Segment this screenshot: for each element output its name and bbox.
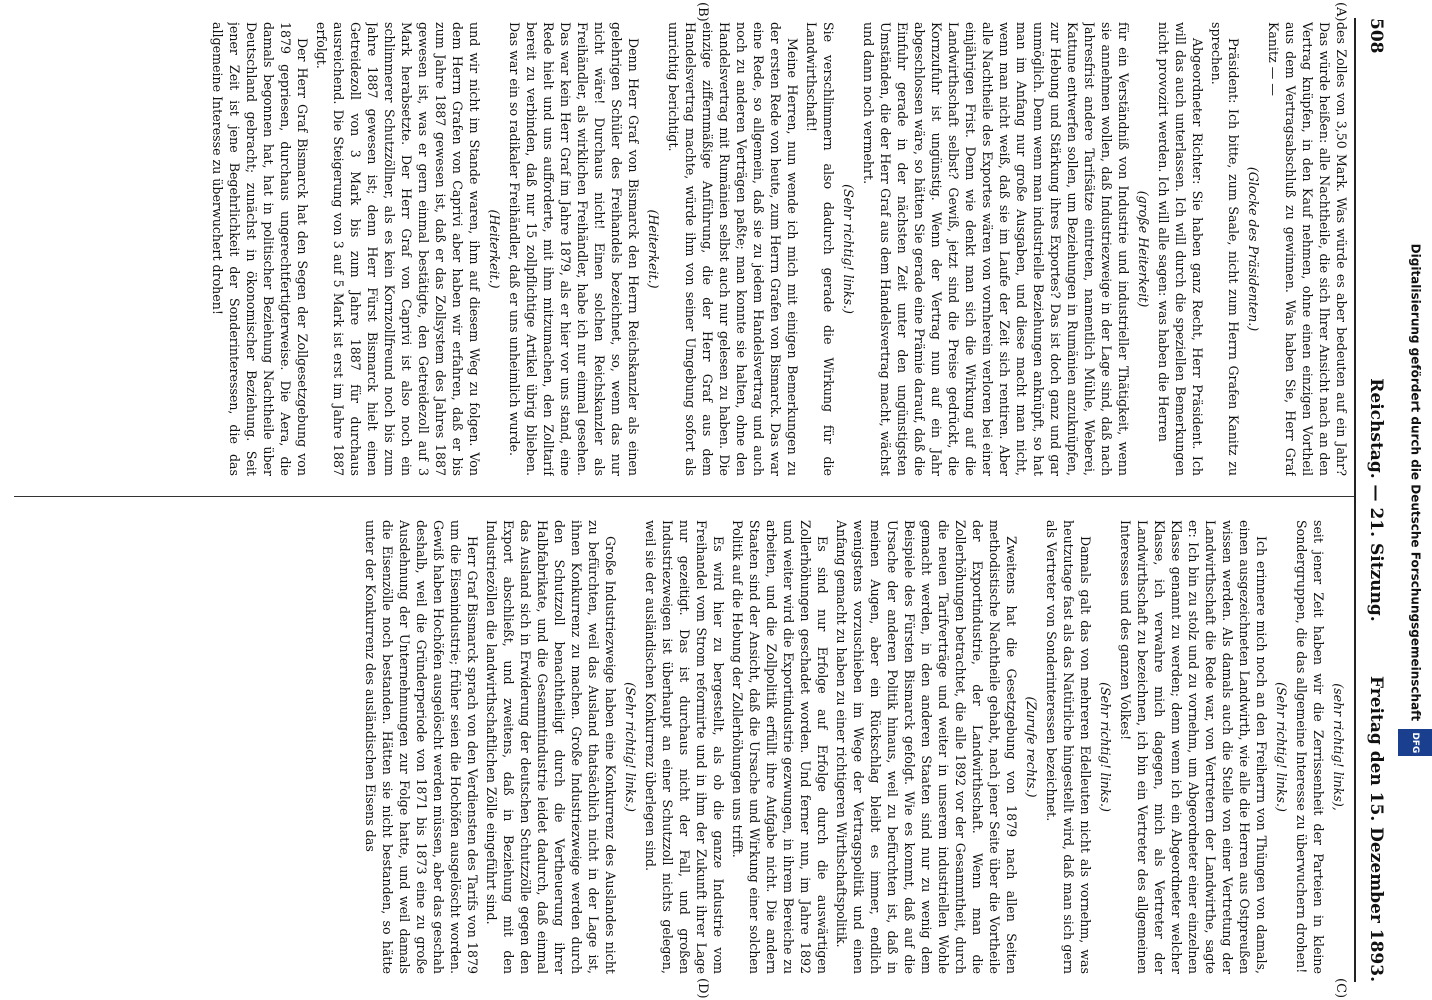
page-header bbox=[1356, 18, 1390, 982]
paragraph: des Zolles von 3,50 Mark. Was würde es aber bedeuten auf ein Jahr? Das würde heißen: alle Nachtheile, die sich Ihrer Ansicht nach an den Vertrag knüpfen, in den Kauf nehmen, ohne einen einzigen Vortheil aus dem Vertragsabschluß zu gewinnen. Was haben Sie, Herr Graf Kanitz — — bbox=[1266, 22, 1349, 476]
stage-direction: (Heiterkeit.) bbox=[487, 209, 502, 289]
paragraph: Präsident: Ich bitte, zum Saale, nicht zum Herrn Grafen Kanitz zu sprechen. bbox=[1209, 22, 1241, 476]
stage-direction: (große Heiterkeit) bbox=[1136, 190, 1151, 308]
stage-direction: (Sehr richtig! links.) bbox=[623, 682, 638, 812]
stage-direction: (Sehr richtig! links.) bbox=[1098, 682, 1113, 812]
paragraph: Herr Graf Bismarck sprach von den Verdiensten des Tarifs von 1879 um die Eisenindustrie; früher seien die Hochöfen ausgelöscht worden. Gewiß haben Hochöfen ausgelöscht werden müssen, aber das geschah deshalb, weil die Gründerperiode von 1871 bis 1873 eine zu große Ausdehnung der Unternehmungen zur Folge hatte, und weil damals die Eisenzölle noch bestanden. Hätten sie nicht bestanden, so hätte unter der Konkurrenz des ausländischen Eisens das bbox=[363, 520, 480, 974]
footer-text-wrapper bbox=[1400, 0, 1432, 1000]
footer-text: Digitalisierung gefördert durch die Deutsche Forschungsgemeinschaft bbox=[1408, 243, 1423, 722]
paragraph: Abgeordneter Richter: Sie haben ganz Recht, Herr Präsident. Ich will das auch unterlassen. Ich will durch die speziellen Bemerkungen nicht provozirt werden. Ich will alle sagen: was haben die Herren bbox=[1156, 22, 1205, 476]
paragraph: Damals galt das von mehreren Edelleuten nicht als vornehm, was heutzutage fast als das Natürliche hingestellt wird, daß man sich gern als Vertreter von Sonderinteressen bezeichnet. bbox=[1044, 520, 1093, 974]
paragraph: seit jener Zeit haben wir die Zerrissenheit der Parteien in kleine Sondergruppen, die das allgemeine Interesse zu überwuchern drohen! bbox=[1294, 520, 1326, 974]
digitization-footer bbox=[1400, 0, 1432, 1000]
paragraph: Ich erinnere mich noch an den Freiherrn von Thüngen von damals, einen ausgezeichneten Landwirth, wie alle die Herren aus Ostpreußen wissen werden. Als damals auch die Stelle von einer Vertretung der Landwirthschaft die Rede war, von Vertretern der Landwirthe, sagte er: Ich bin zu stolz und zu vornehm, um Abgeordneter einer einzelnen Klasse genannt zu werden; denn wenn ich ein Abgeordneter welcher Klasse, ich verwahre mich dagegen, mich als Vertreter der Landwirthschaft zu bezeichnen, ich bin ein Vertreter des allgemeinen Interesses und des ganzen Volkes! bbox=[1118, 520, 1269, 974]
paragraph: und wir nicht im Stande waren, ihm auf diesem Weg zu folgen. Von dem Herrn Grafen von Caprivi aber haben wir erfahren, daß er bis zum Jahre 1887 gewesen ist, daß er das Zollsystem des Jahres 1887 gewesen ist, was er gern einmal bestätigte, den Getreidezoll auf 3 Mark herabsetzte. Der Herr Graf von Caprivi ist also noch ein schlimmerer Schutzzöllner, als es kein Kornzollfreund noch bis zum Jahre 1887 gewesen ist; denn Herr Fürst Bismarck hielt einen Getreidezoll von 3 Mark bis zum Jahre 1887 für durchaus ausreichend. Die Steigerung von 3 auf 5 Mark ist erst im Jahre 1887 erfolgt. bbox=[314, 22, 482, 476]
margin-marker-c: (C) bbox=[1333, 978, 1348, 999]
paragraph: Denn Herr Graf von Bismarck den Herrn Reichskanzler als einen gelehrigen Schüler des Freihandels bezeichnet, so, wenn das nur nicht wäre! Durchaus nicht! Einen solchen Reichskanzler als Freihändler, als wirklichen Freihändler, habe ich nur einmal gesehen. Das war kein Herr Graf im Jahre 1879, als er hier vor uns stand, eine Rede hielt und uns aufforderte, mit ihm mitzumachen, den Zolltarif bereit zu verbinden, daß nur 15 zollpflichtige Artikel übrig blieben. Das war ein so radikaler Freihändler, daß er uns unheimlich wurde. bbox=[507, 22, 641, 476]
paragraph: Es wird hier zu bergestellt, als ob die ganze Industrie vom Freihandel vom Strom reformirte und in ihm der Zukunft ihrer Lage nur gezeitigt. Das ist durchaus nicht der Fall, und großen Industriezweigen ist überhaupt an einer Schutzzoll nichts gelegen, weil sie der ausländischen Konkurrenz überlegen sind. bbox=[643, 520, 726, 974]
left-text-column bbox=[20, 22, 1350, 476]
paragraph: Meine Herren, nun wende ich mich mit einigen Bemerkungen zu der ersten Rede von heute, zum Herrn Grafen von Bismarck. Das war eine Rede, so allgemein, daß sie zu jedem Handelsvertrag und auch noch zu anderen Verträgen paßte; man konnte sie halten, ohne den Handelsvertrag mit Rumänien selbst auch nur gelesen zu haben. Die einzige ziffernmäßige Anführung, die der Herr Graf aus dem Handelsvertrag machte, würde ihm von seiner Umgebung sofort als unrichtig berichtigt. bbox=[666, 22, 800, 476]
paragraph: Der Herr Graf Bismarck hat den Segen der Zollgesetzgebung von 1879 gepriesen, durchaus ungerechtfertigterweise. Die Aera, die damals begonnen hat, hat in politischer Beziehung Nachtheile über Deutschland gebracht; zunächst in ökonomischer Beziehung. Seit jener Zeit ist jene Begehrlichkeit der Sonderinteressen, die das allgemeine Interesse zu überwuchert drohen! bbox=[210, 22, 310, 476]
right-text-column bbox=[20, 520, 1350, 974]
stage-direction: (sehr richtig! links), bbox=[1331, 683, 1346, 811]
paragraph: Es sind nur Erfolge auf Erfolge durch die auswärtigen Zollerhöhungen geschadet worden. Und ferner nun, im Jahre 1892 und weiter wird die Exportindustrie gezwungen, in ihrem Bereiche zu arbeiten, und die Zollpolitik erfüllt ihre Aufgabe nicht. Die andern Staaten sind der Ansicht, daß die Ursache und Wirkung einer solchen Politik auf die Hebung der Zollerhöhungen uns trifft. bbox=[730, 520, 830, 974]
margin-marker-b: (B) bbox=[695, 2, 710, 22]
stage-direction: (Glocke des Präsidenten.) bbox=[1246, 166, 1261, 332]
stage-direction: (Zurufe rechts.) bbox=[1024, 696, 1039, 798]
dfg-logo-icon: DFG bbox=[1398, 729, 1432, 756]
page-number: 508 bbox=[1366, 18, 1386, 54]
stage-direction: (Sehr richtig! links.) bbox=[1274, 682, 1289, 812]
column-divider bbox=[14, 496, 1354, 497]
stage-direction: (Heiterkeit.) bbox=[646, 209, 661, 289]
margin-marker-d: (D) bbox=[695, 978, 710, 999]
header-date: Freitag den 15. Dezember 1893. bbox=[1366, 676, 1386, 982]
stage-direction: (Sehr richtig! links.) bbox=[841, 184, 856, 314]
paragraph: für ein Verständniß von Industrie und industrieller Thätigkeit, wenn sie annehmen wollen, daß Industriezweige in der Lage sind, daß nach Jahresfrist andere Tarifsätze eintreten, namentlich Mühle, Weberei, Kattune entwerfen sollen, um Beziehungen in Rumänien anzuknüpfen, zur Hebung und Stärkung ihres Exportes? Das ist doch ganz und gar unmöglich. Denn wenn man industrielle Beziehungen anknüpft, so hat man im Anfang nur große Ausgaben, und diese macht man nicht, wenn man nicht weiß, daß sie im Laufe der Zeit sich rentiren. Aber alle Nachtheile des Exportes wären von vornherein verloren bei einer einjährigen Frist. Denn wie denkt man sich die Wirkung auf die Landwirthschaft selbst? Gewiß, jetzt sind die Preise gedrückt, die Kornzufuhr ist ungünstig. Wenn der Vertrag nun auf ein Jahr abgeschlossen wäre, so hätten Sie gerade eine Prämie darauf, daß die Einfuhr gerade in der nächsten Zeit unter den ungünstigsten Umständen, die der Herr Graf aus dem Handelsvertrag macht, wächst und dann noch vermehrt. bbox=[861, 22, 1131, 476]
paragraph: Zweitens hat die Gesetzgebung von 1879 nach allen Seiten methodistische Nachtheile gehabt, nach jener Seite über die Vortheile der Exportindustrie, der Landwirthschaft. Wenn man die Zollerhöhungen betrachtet, die alle 1892 vor der Gesammtheit, durch die neuen Tarifverträge und weiter in unserem industriellen Wohle gemacht werden, in den anderen Staaten sind nur zu wenig dem Beispiele des Fürsten Bismarck gefolgt. Wie es kommt, daß auf die Ursache der anderen Politik hinaus, weil zu befürchten ist, daß in meinen Augen, aber ein Rückschlag bleibt es immer, endlich wenigstens vorzuschieben im Wege der Vertragspolitik und einen Anfang gemacht zu haben zu einer richtigeren Wirthschaftspolitik. bbox=[834, 520, 1019, 974]
margin-marker-a: (A) bbox=[1333, 2, 1348, 22]
paragraph: Große Industriezweige haben eine Konkurrenz des Auslandes nicht zu befürchten, weil das Ausland thatsächlich nicht in der Lage ist, ihnen Konkurrenz zu machen. Große Industriezweige werden durch den Schutzzoll benachtheiligt durch die Vertheuerung ihrer Halbfabrikate, und die Gesammtindustrie leidet dadurch, daß einmal das Ausland sich in Erwiderung der deutschen Schutzzölle gegen den Export abschließt, und zweitens, daß in Beziehung mit den Industriezöllen die landwirthschaftlichen Zölle eingeführt sind. bbox=[484, 520, 618, 974]
header-title: Reichstag. — 21. Sitzung. bbox=[1366, 378, 1386, 622]
paragraph: Sie verschlimmern also dadurch gerade die Wirkung für die Landwirthschaft! bbox=[804, 22, 836, 476]
header-rule bbox=[1354, 18, 1356, 982]
